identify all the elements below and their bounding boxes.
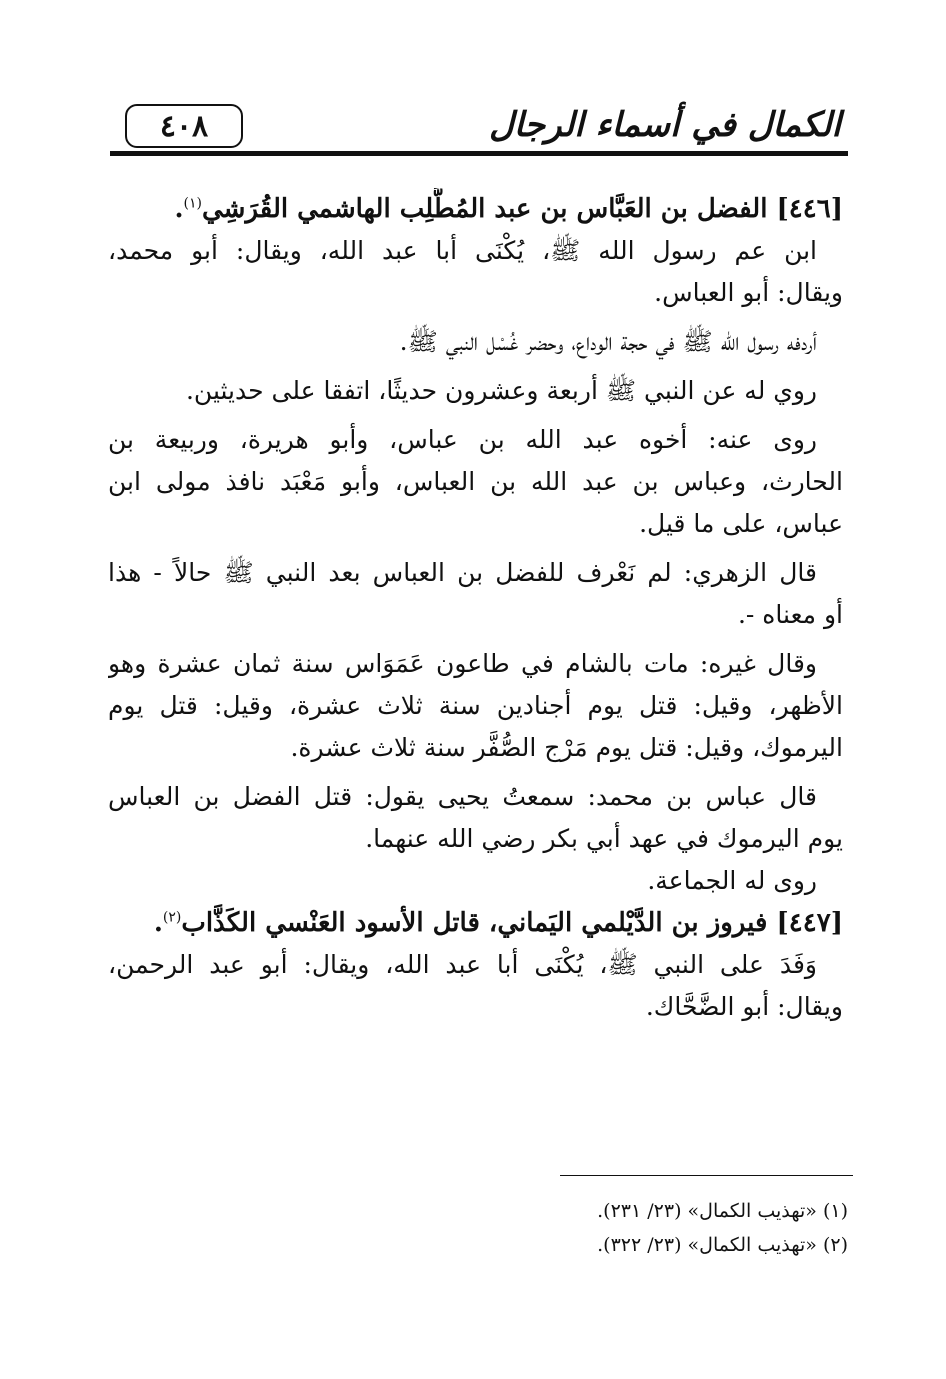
line-text: روى له الجماعة. [647,866,817,895]
line-text: روى عنه: أخوه عبد الله بن عباس، وأبو هريرة، وربيعة بن [108,425,817,454]
line-text: الأظهر، وقيل: قتل يوم أجنادين سنة ثلاث عشرة، وقيل: قتل يوم [108,691,843,720]
text-line [108,230,843,272]
main-text [108,188,843,1028]
header-rule [110,151,848,156]
line-text: قال عباس بن محمد: سمعتُ يحيى يقول: قتل الفضل بن العباس [108,782,817,811]
line-text: [٤٤٧] فيروز بن الدَّيْلمي اليَماني، قاتل الأسود العَنْسي الكَذَّاب [181,908,843,938]
text-line [108,643,843,685]
entry-heading [108,188,843,230]
text-line [108,461,843,503]
text-line [108,419,843,461]
heading-period: . [153,908,163,938]
line-text: ويقال: أبو العباس. [654,278,843,307]
line-text: أردفه رسول الله ﷺ في حجة الوداع، وحضر غُسْل النبي ﷺ. [399,327,817,356]
text-line [108,986,843,1028]
line-text: يوم اليرموك في عهد أبي بكر رضي الله عنهما. [365,824,843,853]
line-text: ويقال: أبو الضَّحَّاك. [645,992,843,1021]
line-text: قال الزهري: لم نَعْرف للفضل بن العباس بعد النبي ﷺ حالاً - هذا [108,558,817,587]
line-text: الحارث، وعباس بن عبد الله بن العباس، وأبو مَعْبَد نافذ مولى ابن [108,467,843,496]
text-line [108,685,843,727]
text-line [108,594,843,636]
text-line [108,727,843,769]
page-number [125,104,243,148]
entry-heading [108,902,843,944]
text-line [108,944,843,986]
line-text: عباس، على ما قيل. [639,509,843,538]
line-text: [٤٤٦] الفضل بن العَبَّاس بن عبد المُطَّلِب الهاشمي القُرَشِي [201,194,843,224]
text-line [108,818,843,860]
line-text: وَفَدَ على النبي ﷺ، يُكْنَى أبا عبد الله، ويقال: أبو عبد الرحمن، [108,950,817,979]
footnotes [380,1194,848,1262]
text-line [108,321,843,363]
footnote-ref: (٢) [162,909,182,926]
heading-period: . [174,194,184,224]
text-line [108,552,843,594]
text-line [108,776,843,818]
line-text: روي له عن النبي ﷺ أربعة وعشرون حديثًا، اتفقا على حديثين. [185,376,817,405]
text-line [108,272,843,314]
footnote-2: (٢) «تهذيب الكمال» (٢٣/ ٣٢٢). [597,1234,848,1256]
text-line [108,370,843,412]
text-line [108,860,843,902]
line-text: وقال غيره: مات بالشام في طاعون عَمَوَاس سنة ثمان عشرة وهو [108,649,817,678]
footnote-1: (١) «تهذيب الكمال» (٢٣/ ٢٣١). [597,1200,848,1222]
page-number-text: ٤٠٨ [159,108,209,144]
footnote-separator [560,1175,853,1176]
text-line [108,503,843,545]
line-text: ابن عم رسول الله ﷺ، يُكْنَى أبا عبد الله، ويقال: أبو محمد، [108,236,817,265]
running-title: الكمال في أسماء الرجال [489,105,841,145]
line-text: أو معناه -. [737,600,843,629]
footnote-ref: (١) [183,195,202,212]
line-text: اليرموك، وقيل: قتل يوم مَرْج الصُّفَّر سنة ثلاث عشرة. [290,733,843,762]
